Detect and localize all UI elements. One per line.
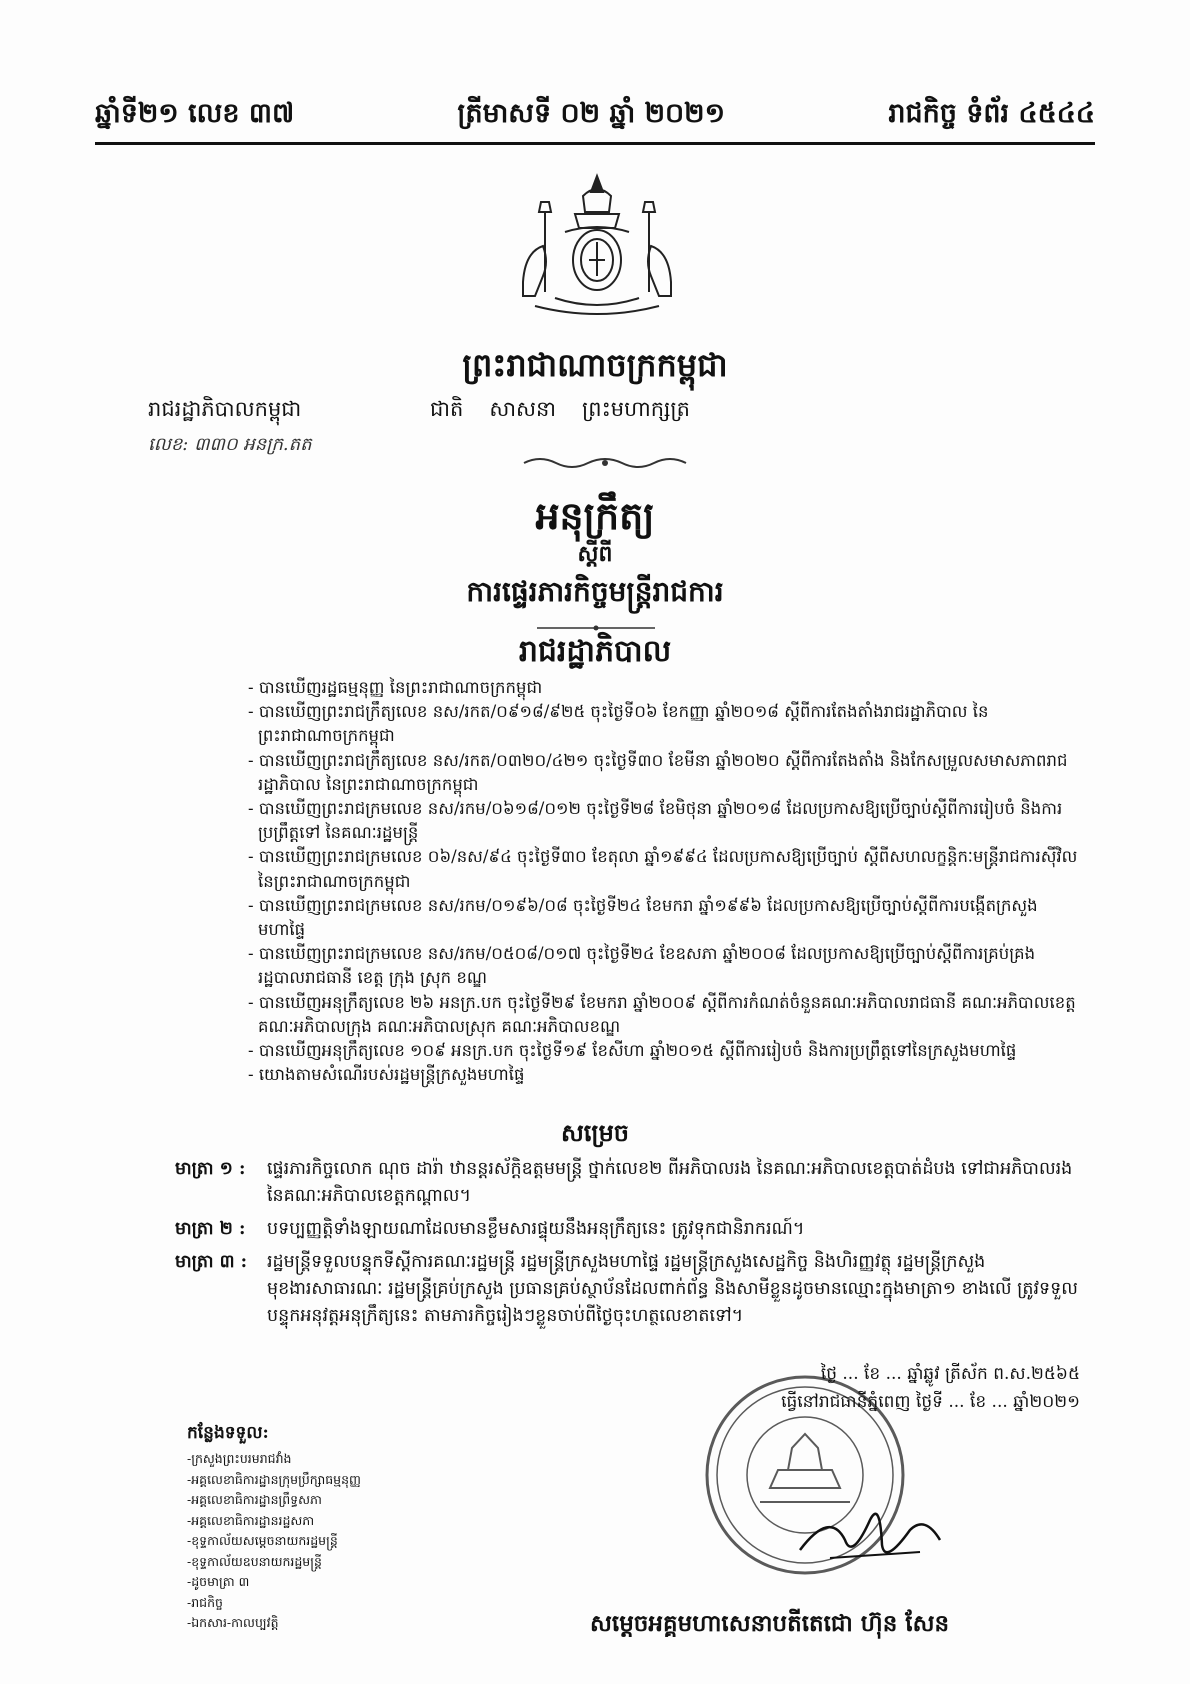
article-text: ផ្ទេរភារកិច្ចលោក ណុច ដារ៉ា ឋានន្តរស័ក្តិឧត្តមមន្ត្រី ថ្នាក់លេខ២ ពីអភិបាលរង នៃគណៈអភិបាលខេត្តបាត់ដំបង ទៅជាអភិបាលរង នៃគណៈអភិបាលខេត្តកណ្ដាល។: [267, 1159, 1073, 1206]
document-subject: ការផ្ទេរភារកិច្ចមន្ត្រីរាជការ: [466, 575, 724, 608]
recipient-item: -រាជកិច្ច: [187, 1594, 223, 1610]
preamble-item: - បានឃើញព្រះរាជក្រមលេខ នស/រកម/០៥០៨/០១៧ ចុះថ្ងៃទី២៤ ខែឧសភា ឆ្នាំ២០០៨ ដែលប្រកាសឱ្យប្រើច្បាប់ស្ដីពីការគ្រប់គ្រងរដ្ឋបាលរាជធានី ខេត្ត ក្រុង ស្រុក ខណ្ឌ: [248, 944, 1036, 988]
preamble-item: - បានឃើញរដ្ឋធម្មនុញ្ញ នៃព្រះរាជាណាចក្រកម្ពុជា: [248, 678, 543, 697]
preamble-item: - យោងតាមសំណើរបស់រដ្ឋមន្ត្រីក្រសួងមហាផ្ទៃ: [248, 1065, 525, 1085]
article-1: [175, 1156, 1080, 1210]
national-motto: [430, 396, 690, 427]
preamble-item: - បានឃើញអនុក្រឹត្យលេខ ១០៩ អនក្រ.បក ចុះថ្ងៃទី១៩ ខែសីហា ឆ្នាំ២០១៥ ស្ដីពីការរៀបចំ និងការប្រព្រឹត្តទៅនៃក្រសួងមហាផ្ទៃ: [248, 1041, 1017, 1061]
ornament-divider-icon: [520, 455, 690, 471]
article-text: រដ្ឋមន្ត្រីទទួលបន្ទុកទីស្ដីការគណៈរដ្ឋមន្ត្រី រដ្ឋមន្ត្រីក្រសួងមហាផ្ទៃ រដ្ឋមន្ត្រីក្រសួងសេដ្ឋកិច្ច និងហិរញ្ញវត្ថុ រដ្ឋមន្ត្រីក្រសួងមុខងារសាធារណៈ រដ្ឋមន្ត្រីគ្រប់ក្រសួង ប្រធានគ្រប់ស្ថាប័នដែលពាក់ព័ន្ធ និងសាមីខ្លួនដូចមានឈ្មោះក្នុងមាត្រា១ ខាងលើ ត្រូវទទួលបន្ទុកអនុវត្តអនុក្រឹត្យនេះ តាមភារកិច្ចរៀងៗខ្លួនចាប់ពីថ្ងៃចុះហត្ថលេខាតទៅ។: [267, 1252, 1078, 1326]
recipients-block: [187, 1422, 361, 1634]
decision-heading: សម្រេច: [560, 1118, 630, 1147]
gazette-issue: ឆ្នាំទី២១ លេខ ៣៧: [95, 98, 295, 129]
preamble-item: - បានឃើញព្រះរាជក្រឹត្យលេខ នស/រកត/០៩១៨/៩២៥ ចុះថ្ងៃទី០៦ ខែកញ្ញា ឆ្នាំ២០១៨ ស្ដីពីការតែងតាំងរាជរដ្ឋាភិបាល នៃព្រះរាជាណាចក្រកម្ពុជា: [248, 702, 989, 746]
document-about: ស្ដីពី: [577, 541, 613, 567]
signer-name: សម្ដេចអគ្គមហាសេនាបតីតេជោ ហ៊ុន សែន: [590, 1610, 950, 1637]
recipient-item: -ខុទ្ទកាល័យសម្ដេចនាយករដ្ឋមន្ត្រី: [187, 1533, 338, 1548]
recipient-item: -ក្រសួងព្រះបរមរាជវាំង: [187, 1451, 292, 1466]
solar-date: ធ្វើនៅរាជធានីភ្នំពេញ ថ្ងៃទី ... ខែ ... ឆ្នាំ២០២១: [781, 1392, 1080, 1412]
lunar-date: ថ្ងៃ ... ខែ ... ឆ្នាំឆ្លូវ ត្រីស័ក ព.ស.២៥៦៥: [820, 1364, 1080, 1384]
issuing-authority: រាជរដ្ឋាភិបាល: [518, 634, 672, 669]
article-3: [175, 1249, 1080, 1330]
gazette-page: រាជកិច្ច ទំព័រ ៤៥៤៤: [888, 98, 1095, 129]
recipient-item: -ខុទ្ទកាល័យឧបនាយករដ្ឋមន្ត្រី: [187, 1553, 322, 1569]
kingdom-name: ព្រះរាជាណាចក្រកម្ពុជា: [462, 346, 728, 384]
preamble-item: - បានឃើញអនុក្រឹត្យលេខ ២៦ អនក្រ.បក ចុះថ្ងៃទី២៩ ខែមករា ឆ្នាំ២០០៩ ស្ដីពីការកំណត់ចំនួនគណៈអភិបាលរាជធានី គណៈអភិបាលខេត្ត គណៈអភិបាលក្រុង គណៈអភិបាលស្រុក គណៈអភិបាលខណ្ឌ: [248, 992, 1076, 1036]
document-title: អនុក្រឹត្យ: [535, 493, 655, 538]
reference-number: លេខ: ៣៣០ អនក្រ.តត: [148, 434, 312, 455]
government-name: រាជរដ្ឋាភិបាលកម្ពុជា: [148, 397, 302, 421]
article-text: បទប្បញ្ញត្តិទាំងឡាយណាដែលមានខ្លឹមសារផ្ទុយនឹងអនុក្រឹត្យនេះ ត្រូវទុកជានិរាករណ៍។: [267, 1219, 805, 1239]
gazette-quarter: ត្រីមាសទី ០២ ឆ្នាំ ២០២១: [457, 98, 726, 129]
header-rule: [95, 142, 1095, 145]
motto-religion: សាសនា: [489, 397, 556, 421]
preamble-item: - បានឃើញព្រះរាជក្រឹត្យលេខ នស/រកត/០៣២០/៤២១ ចុះថ្ងៃទី៣០ ខែមីនា ឆ្នាំ២០២០ ស្ដីពីការតែងតាំង និងកែសម្រួលសមាសភាពរាជរដ្ឋាភិបាល នៃព្រះរាជាណាចក្រកម្ពុជា: [248, 750, 1068, 794]
signature-icon: [790, 1490, 950, 1570]
preamble: [248, 676, 1078, 1087]
motto-nation: ជាតិ: [430, 397, 464, 421]
recipient-item: -ដូចមាត្រា ៣: [187, 1574, 250, 1589]
preamble-item: - បានឃើញព្រះរាជក្រមលេខ នស/រកម/០៦១៨/០១២ ចុះថ្ងៃទី២៨ ខែមិថុនា ឆ្នាំ២០១៨ ដែលប្រកាសឱ្យប្រើច្បាប់ស្ដីពីការរៀបចំ និងការប្រព្រឹត្តទៅ នៃគណៈរដ្ឋមន្ត្រី: [248, 799, 1063, 843]
recipient-item: -អគ្គលេខាធិការដ្ឋានព្រឹទ្ធសភា: [187, 1492, 322, 1507]
recipient-item: -អគ្គលេខាធិការដ្ឋានក្រុមប្រឹក្សាធម្មនុញ្ញ: [187, 1471, 361, 1487]
signing-date: [568, 1360, 1080, 1416]
gazette-header: [95, 92, 1095, 136]
articles: [175, 1156, 1080, 1336]
recipient-item: -អគ្គលេខាធិការដ្ឋានរដ្ឋសភា: [187, 1512, 315, 1528]
motto-king: ព្រះមហាក្សត្រ: [581, 397, 690, 421]
recipient-item: -ឯកសារ-កាលប្បវត្តិ: [187, 1615, 279, 1630]
royal-emblem-icon: [505, 172, 690, 322]
article-label: មាត្រា ២ :: [175, 1219, 246, 1239]
article-label: មាត្រា ៣ :: [175, 1252, 248, 1272]
recipients-title: កន្លែងទទួល:: [187, 1423, 269, 1443]
preamble-item: - បានឃើញព្រះរាជក្រមលេខ ០៦/នស/៩៤ ចុះថ្ងៃទី៣០ ខែតុលា ឆ្នាំ១៩៩៤ ដែលប្រកាសឱ្យប្រើច្បាប់ ស្ដីពីសហលក្ខន្តិកៈមន្ត្រីរាជការស៊ីវិល នៃព្រះរាជាណាចក្រកម្ពុជា: [248, 847, 1078, 891]
article-2: [175, 1216, 1080, 1243]
article-label: មាត្រា ១ :: [175, 1159, 246, 1179]
preamble-item: - បានឃើញព្រះរាជក្រមលេខ នស/រកម/០១៩៦/០៨ ចុះថ្ងៃទី២៤ ខែមករា ឆ្នាំ១៩៩៦ ដែលប្រកាសឱ្យប្រើច្បាប់ស្ដីពីការបង្កើតក្រសួងមហាផ្ទៃ: [248, 895, 1038, 940]
